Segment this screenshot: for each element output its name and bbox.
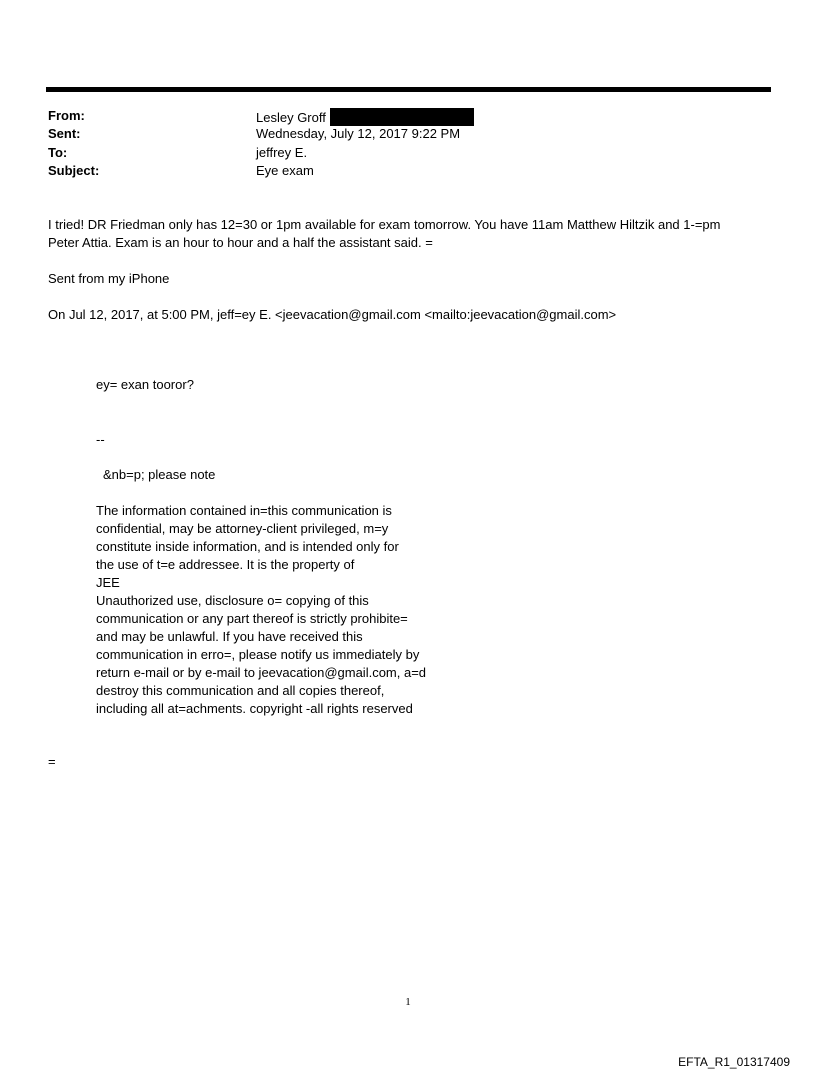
to-label: To: (48, 145, 68, 160)
disclaimer-line: The information contained in=this communication is (96, 503, 392, 518)
quote-intro: On Jul 12, 2017, at 5:00 PM, jeff=ey E. <jeevacation@gmail.com <mailto:jeevacation@gmail.com> (48, 307, 617, 322)
body-line-2: Peter Attia. Exam is an hour to hour and a half the assistant said. = (48, 235, 433, 250)
redaction-box (330, 108, 474, 126)
disclaimer-line: and may be unlawful. If you have received this (96, 629, 363, 644)
from-label: From: (48, 108, 85, 123)
subject-label: Subject: (48, 163, 100, 178)
sent-value: Wednesday, July 12, 2017 9:22 PM (256, 126, 461, 141)
disclaimer-line: confidential, may be attorney-client privileged, m=y (96, 521, 389, 536)
disclaimer-line: return e-mail or by e-mail to jeevacation@gmail.com, a=d (96, 665, 427, 680)
disclaimer-line: JEE (96, 575, 120, 590)
disclaimer-line: the use of t=e addressee. It is the property of (96, 557, 355, 572)
body-line-1: I tried! DR Friedman only has 12=30 or 1pm available for exam tomorrow. You have 11am Matthew Hiltzik and 1-=pm (48, 217, 721, 232)
sender-name: Lesley Groff (256, 110, 326, 125)
sent-label: Sent: (48, 126, 81, 141)
disclaimer-line: communication or any part thereof is strictly prohibite= (96, 611, 408, 626)
subject-value: Eye exam (256, 163, 314, 178)
disclaimer-line: constitute inside information, and is intended only for (96, 539, 399, 554)
bates-number: EFTA_R1_01317409 (678, 1055, 790, 1069)
from-value (256, 108, 474, 126)
please-note: &nb=p; please note (103, 467, 216, 482)
quoted-message: ey= exan tooror? (96, 377, 194, 392)
trailing-marker: = (48, 754, 56, 769)
disclaimer-line: destroy this communication and all copies thereof, (96, 683, 385, 698)
header-rule (46, 87, 771, 92)
disclaimer-block (96, 502, 426, 718)
signature-dashes: -- (96, 432, 105, 447)
disclaimer-line: Unauthorized use, disclosure o= copying of this (96, 593, 369, 608)
disclaimer-line: communication in erro=, please notify us immediately by (96, 647, 420, 662)
to-value: jeffrey E. (256, 145, 308, 160)
signature-text: Sent from my iPhone (48, 271, 170, 286)
page-number: 1 (405, 996, 411, 1008)
disclaimer-line: including all at=achments. copyright -all rights reserved (96, 701, 413, 716)
